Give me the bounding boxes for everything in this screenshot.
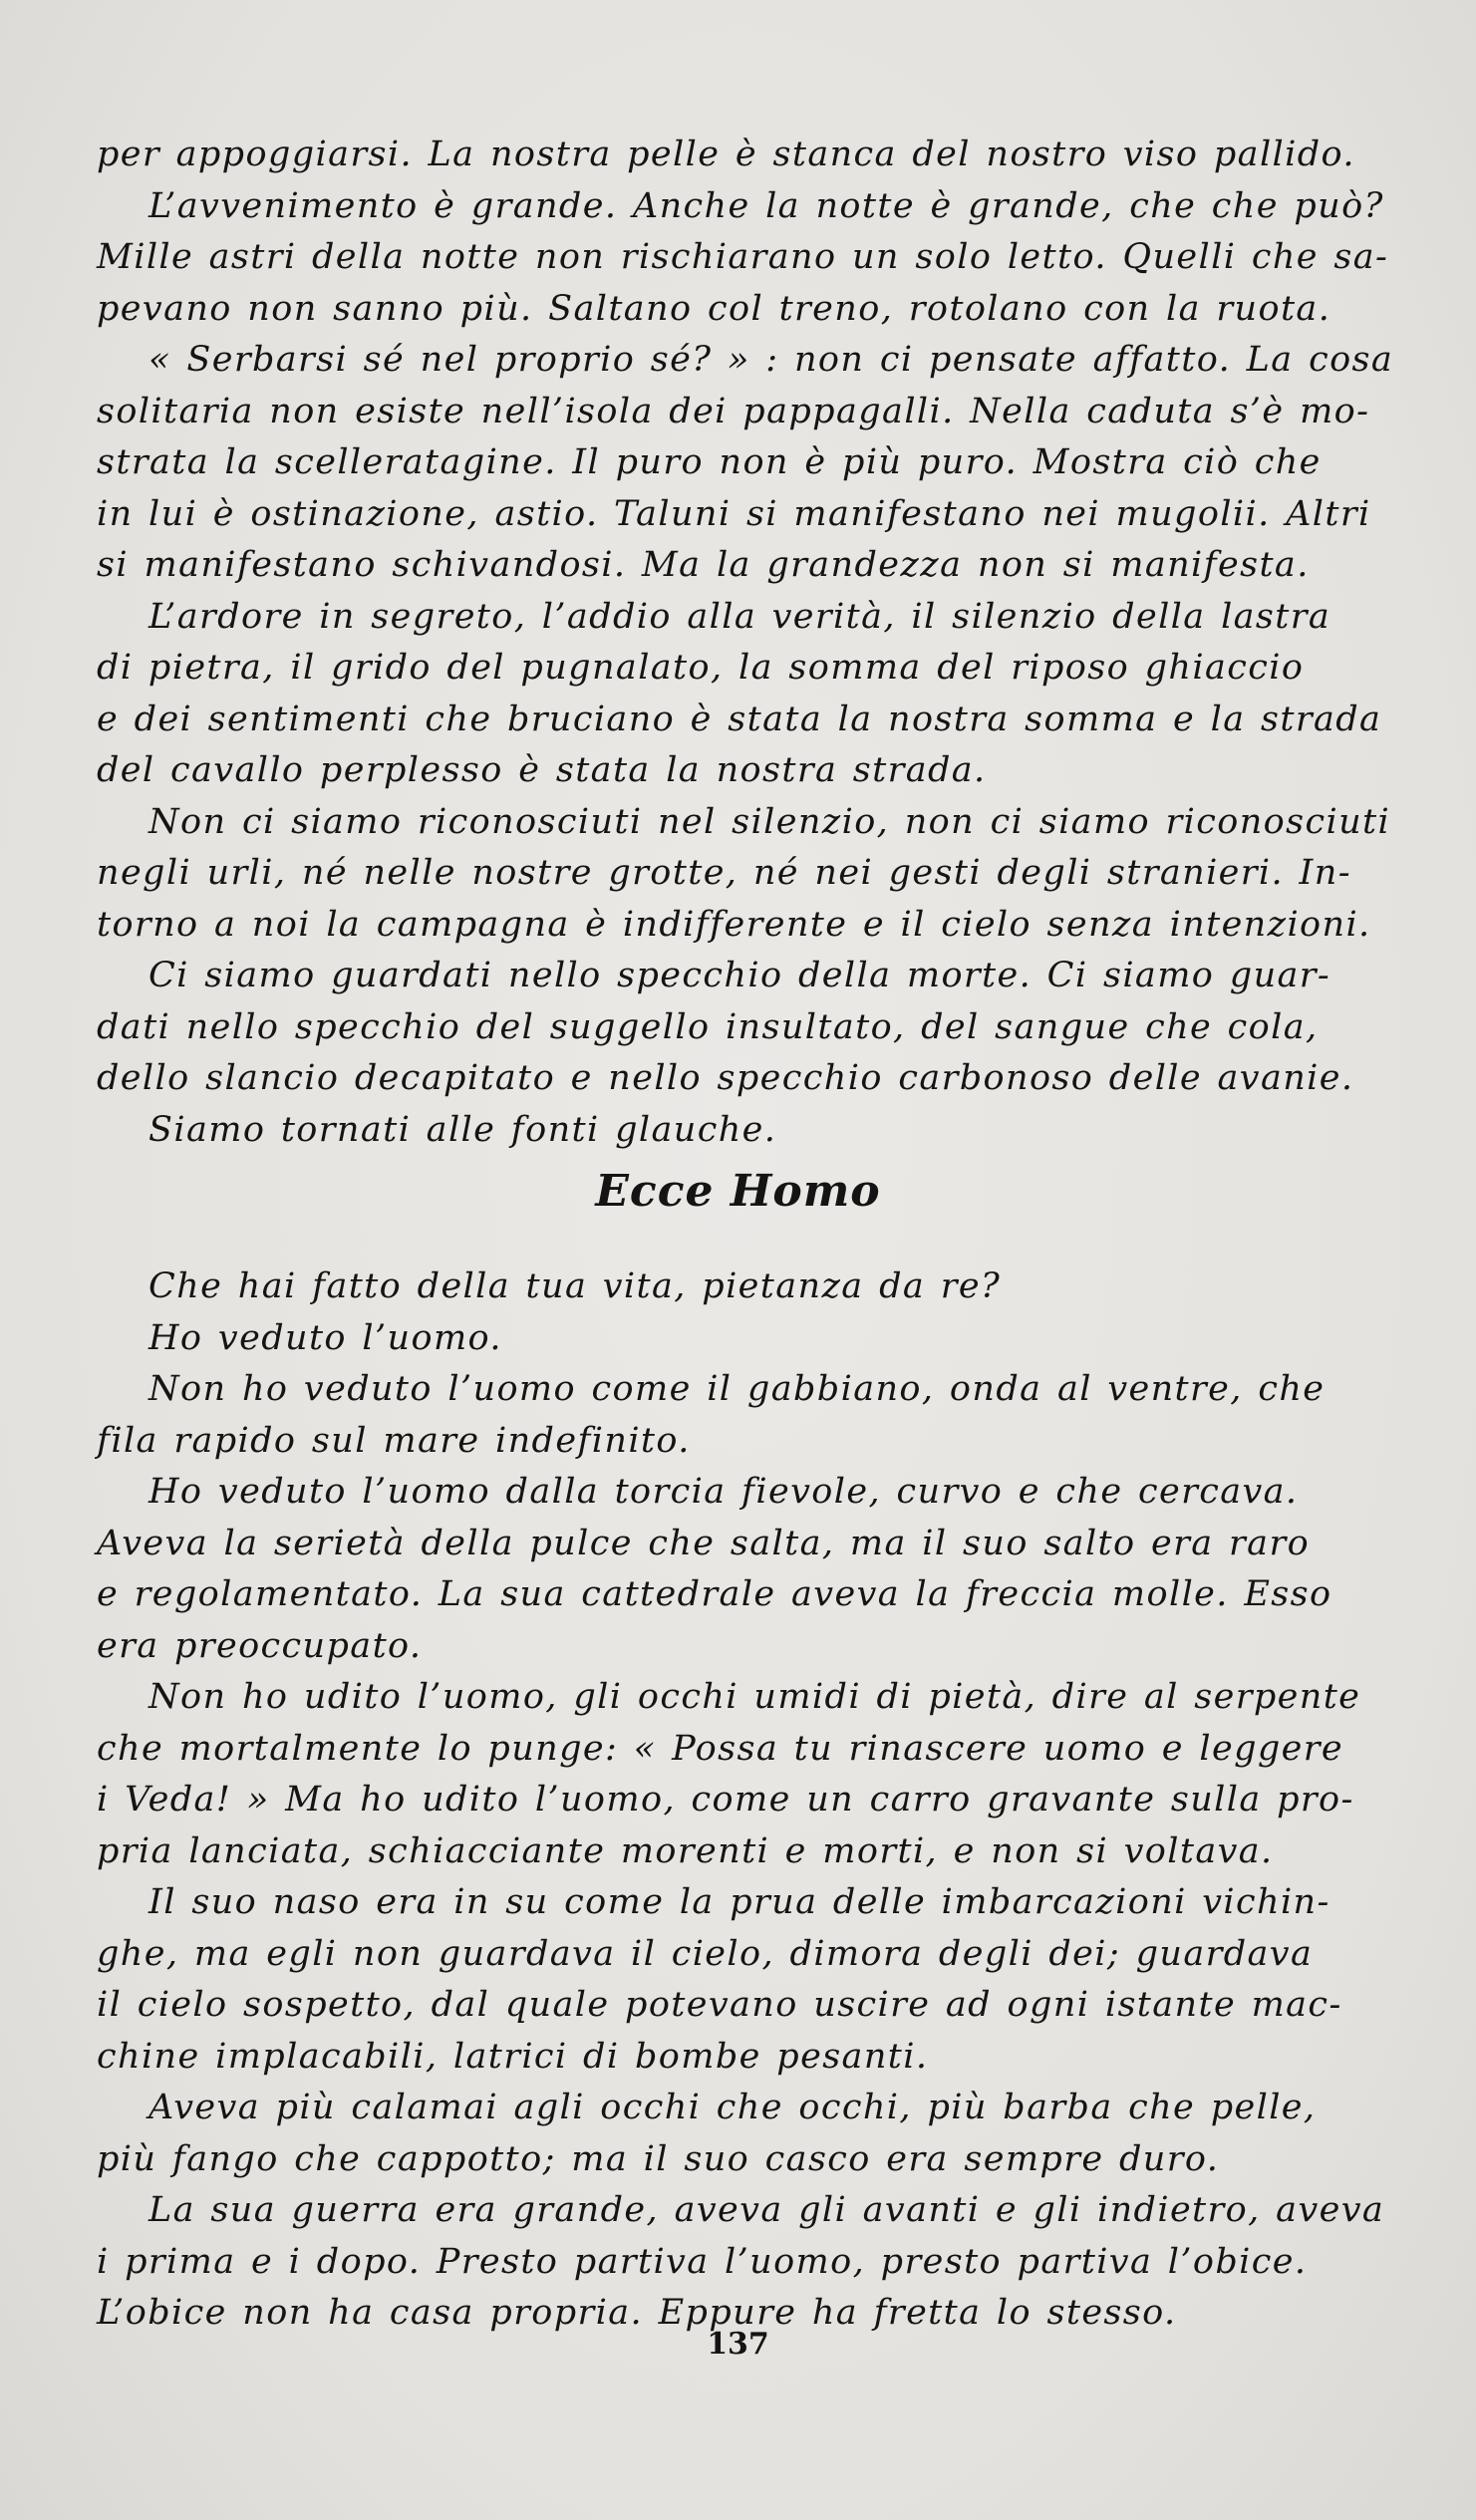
text-line: per appoggiarsi. La nostra pelle è stanca del nostro viso pallido. bbox=[97, 135, 1355, 174]
text-line: Mille astri della notte non rischiarano un solo letto. Quelli che sa- bbox=[97, 237, 1389, 277]
text-line: Ho veduto l’uomo dalla torcia fievole, curvo e che cercava. bbox=[148, 1472, 1299, 1512]
text-line: « Serbarsi sé nel proprio sé? » : non ci pensate affatto. La cosa bbox=[148, 340, 1394, 380]
text-line: Aveva più calamai agli occhi che occhi, più barba che pelle, bbox=[148, 2088, 1317, 2127]
text-line: Che hai fatto della tua vita, pietanza da re? bbox=[148, 1266, 1002, 1306]
text-line: Ci siamo guardati nello specchio della morte. Ci siamo guar- bbox=[148, 956, 1331, 995]
page-number: 137 bbox=[707, 2327, 769, 2362]
text-line: torno a noi la campagna è indifferente e il cielo senza intenzioni. bbox=[97, 904, 1371, 945]
text-line: chine implacabili, latrici di bombe pesanti. bbox=[97, 2036, 929, 2077]
text-line: pria lanciata, schiacciante morenti e morti, e non si voltava. bbox=[97, 1830, 1274, 1871]
text-line: Ho veduto l’uomo. bbox=[148, 1317, 502, 1358]
text-line: di pietra, il grido del pugnalato, la somma del riposo ghiaccio bbox=[97, 648, 1305, 688]
text-line: che mortalmente lo punge: « Possa tu rinascere uomo e leggere bbox=[97, 1728, 1344, 1769]
text-line: L’obice non ha casa propria. Eppure ha fretta lo stesso. bbox=[97, 2293, 1177, 2333]
text-line: ghe, ma egli non guardava il cielo, dimora degli dei; guardava bbox=[97, 1933, 1314, 1974]
text-line: del cavallo perplesso è stata la nostra strada. bbox=[97, 750, 987, 790]
text-line: e regolamentato. La sua cattedrale aveva la freccia molle. Esso bbox=[97, 1574, 1332, 1614]
text-line: si manifestano schivandosi. Ma la grandezza non si manifesta. bbox=[97, 545, 1310, 585]
text-line: Siamo tornati alle fonti glauche. bbox=[148, 1109, 777, 1150]
prose-block-continuation bbox=[97, 130, 1394, 1156]
text-line: Non ho veduto l’uomo come il gabbiano, onda al ventre, che bbox=[148, 1369, 1326, 1409]
text-line: dello slancio decapitato e nello specchio carbonoso delle avanie. bbox=[97, 1058, 1354, 1098]
text-line: più fango che cappotto; ma il suo casco era sempre duro. bbox=[97, 2138, 1220, 2179]
text-line: in lui è ostinazione, astio. Taluni si manifestano nei mugolii. Altri bbox=[97, 493, 1371, 534]
text-line: dati nello specchio del suggello insultato, del sangue che cola, bbox=[97, 1006, 1319, 1047]
text-line: negli urli, né nelle nostre grotte, né nei gesti degli stranieri. In- bbox=[97, 853, 1351, 893]
text-line: solitaria non esiste nell’isola dei pappagalli. Nella caduta s’è mo- bbox=[97, 391, 1370, 431]
text-line: L’avvenimento è grande. Anche la notte è grande, che che può? bbox=[148, 185, 1384, 226]
text-line: i Veda! » Ma ho udito l’uomo, come un carro gravante sulla pro- bbox=[97, 1780, 1354, 1820]
text-line: L’ardore in segreto, l’addio alla verità, il silenzio della lastra bbox=[148, 596, 1331, 637]
text-line: Non ci siamo riconosciuti nel silenzio, non ci siamo riconosciuti bbox=[148, 801, 1391, 842]
text-line: era preoccupato. bbox=[97, 1625, 423, 1666]
text-line: La sua guerra era grande, aveva gli avanti e gli indietro, aveva bbox=[148, 2190, 1385, 2230]
text-line: fila rapido sul mare indefinito. bbox=[97, 1420, 691, 1461]
section-title: Ecce Homo bbox=[595, 1166, 881, 1217]
text-line: i prima e i dopo. Presto partiva l’uomo, presto partiva l’obice. bbox=[97, 2241, 1308, 2282]
text-line: pevano non sanno più. Saltano col treno, rotolano con la ruota. bbox=[97, 288, 1331, 329]
prose-block-ecce-homo bbox=[97, 1261, 1385, 2340]
text-line: Aveva la serietà della pulce che salta, ma il suo salto era raro bbox=[97, 1523, 1311, 1563]
text-line: Il suo naso era in su come la prua delle imbarcazioni vichin- bbox=[148, 1882, 1330, 1922]
text-line: il cielo sospetto, dal quale potevano uscire ad ogni istante mac- bbox=[97, 1985, 1342, 2025]
text-line: Non ho udito l’uomo, gli occhi umidi di pietà, dire al serpente bbox=[148, 1677, 1361, 1717]
text-line: e dei sentimenti che bruciano è stata la nostra somma e la strada bbox=[97, 699, 1382, 739]
text-line: strata la scelleratagine. Il puro non è più puro. Mostra ciò che bbox=[97, 442, 1322, 482]
